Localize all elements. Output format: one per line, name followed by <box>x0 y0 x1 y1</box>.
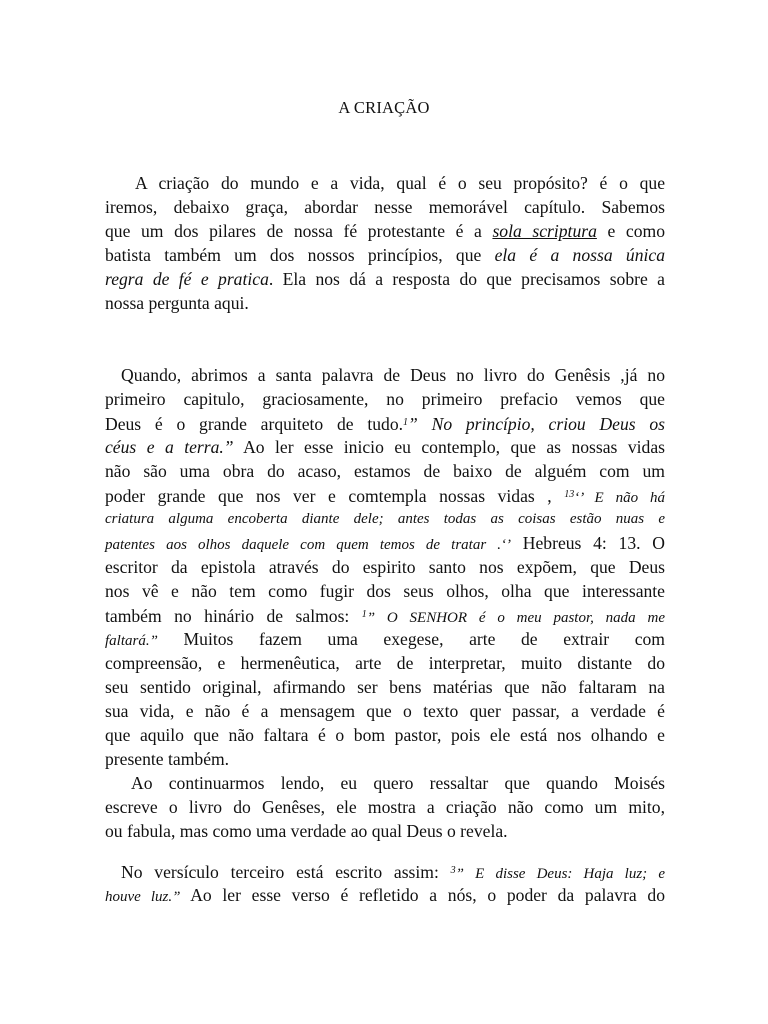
text-line: Deus é o grande arquiteto de tudo.$^1$” No princípio, criou Deus os <box>105 414 666 434</box>
text-line: presente também. <box>105 749 230 769</box>
text-line: nossa pergunta aqui. <box>105 293 249 313</box>
text-line: poder grande que nos ver e comtempla nossas vidas , $^{13}$‘’ E não há <box>105 486 665 506</box>
bible-quote: ‘’ E não há <box>574 490 665 506</box>
paragraph-4 <box>105 859 665 907</box>
bible-reference: Hebreus 4: 13. O <box>511 533 665 553</box>
text-line: céus e a terra.” Ao ler esse inicio eu contemplo, que as nossas vidas <box>105 437 665 457</box>
text-line: compreensão, e hermenêutica, arte de interpretar, muito distante do <box>105 653 665 673</box>
text-line: não são uma obra do acaso, estamos de baixo de alguém com um <box>105 461 665 481</box>
text-line: A criação do mundo e a vida, qual é o seu propósito? é o que <box>135 173 665 193</box>
text-line: Ao continuarmos lendo, eu quero ressaltar que quando Moisés <box>131 773 665 793</box>
page-title: A CRIAÇÃO <box>338 98 430 117</box>
verse-number: 3 <box>450 865 456 876</box>
text-line <box>105 531 665 555</box>
sola-scriptura-term: sola scriptura <box>492 221 597 241</box>
text-line: batista também um dos nossos princípios, que ela é a nossa única <box>105 245 665 265</box>
paragraph-2 <box>105 363 665 771</box>
text-line: ou fabula, mas como uma verdade ao qual Deus o revela. <box>105 821 508 841</box>
text-line: Quando, abrimos a santa palavra de Deus no livro do Genêsis ,já no <box>121 365 665 385</box>
text-line: faltará.” Muitos fazem uma exegese, arte de extrair com <box>105 629 665 649</box>
text-line: No versículo terceiro está escrito assim: $^3$” E disse Deus: Haja luz; e <box>121 862 665 882</box>
text-line: também no hinário de salmos: $^1$” O SENHOR é o meu pastor, nada me <box>105 606 665 626</box>
verse-number: 13 <box>564 489 575 500</box>
paragraph-3 <box>105 771 665 843</box>
text-line: escreve o livro do Genêses, ele mostra a criação não como um mito, <box>105 797 665 817</box>
text-line: que aquilo que não faltara é o bom pastor, pois ele está nos olhando e <box>105 725 665 745</box>
text-line: seu sentido original, afirmando ser bens matérias que não faltaram na <box>105 677 665 697</box>
text-line: que um dos pilares de nossa fé protestante é a sola scriptura e como <box>105 221 665 241</box>
verse-number: 1 <box>361 609 367 620</box>
bible-quote: patentes aos olhos daquele com quem temos de tratar .‘’ <box>105 537 512 553</box>
text-line: regra de fé e pratica. Ela nos dá a resposta do que precisamos sobre a <box>105 269 665 289</box>
paragraph-1 <box>105 171 665 315</box>
bible-quote: faltará.” <box>105 633 158 649</box>
text-line: sua vida, e não é a mensagem que o texto quer passar, a verdade é <box>105 701 665 721</box>
text-line: houve luz.” Ao ler esse verso é refletido a nós, o poder da palavra do <box>105 885 665 905</box>
bible-quote: ” No princípio, criou Deus os <box>408 414 666 434</box>
text-line: iremos, debaixo graça, abordar nesse memorável capítulo. Sabemos <box>105 197 665 217</box>
verse-number: 1 <box>403 417 409 428</box>
text-line: escritor da epistola através do espirito santo nos expõem, que Deus <box>105 557 665 577</box>
bible-quote: houve luz.” <box>105 889 181 905</box>
bible-quote: ” E disse Deus: Haja luz; e <box>455 866 665 882</box>
text-line: nos vê e não tem como fugir dos seus olhos, olha que interessante <box>105 581 665 601</box>
text-line: primeiro capitulo, graciosamente, no primeiro prefacio vemos que <box>105 389 665 409</box>
bible-quote: céus e a terra.” <box>105 437 234 457</box>
bible-quote-line: criatura alguma encoberta diante dele; antes todas as coisas estão nuas e <box>105 511 665 527</box>
bible-quote: ” O SENHOR é o meu pastor, nada me <box>366 610 665 626</box>
